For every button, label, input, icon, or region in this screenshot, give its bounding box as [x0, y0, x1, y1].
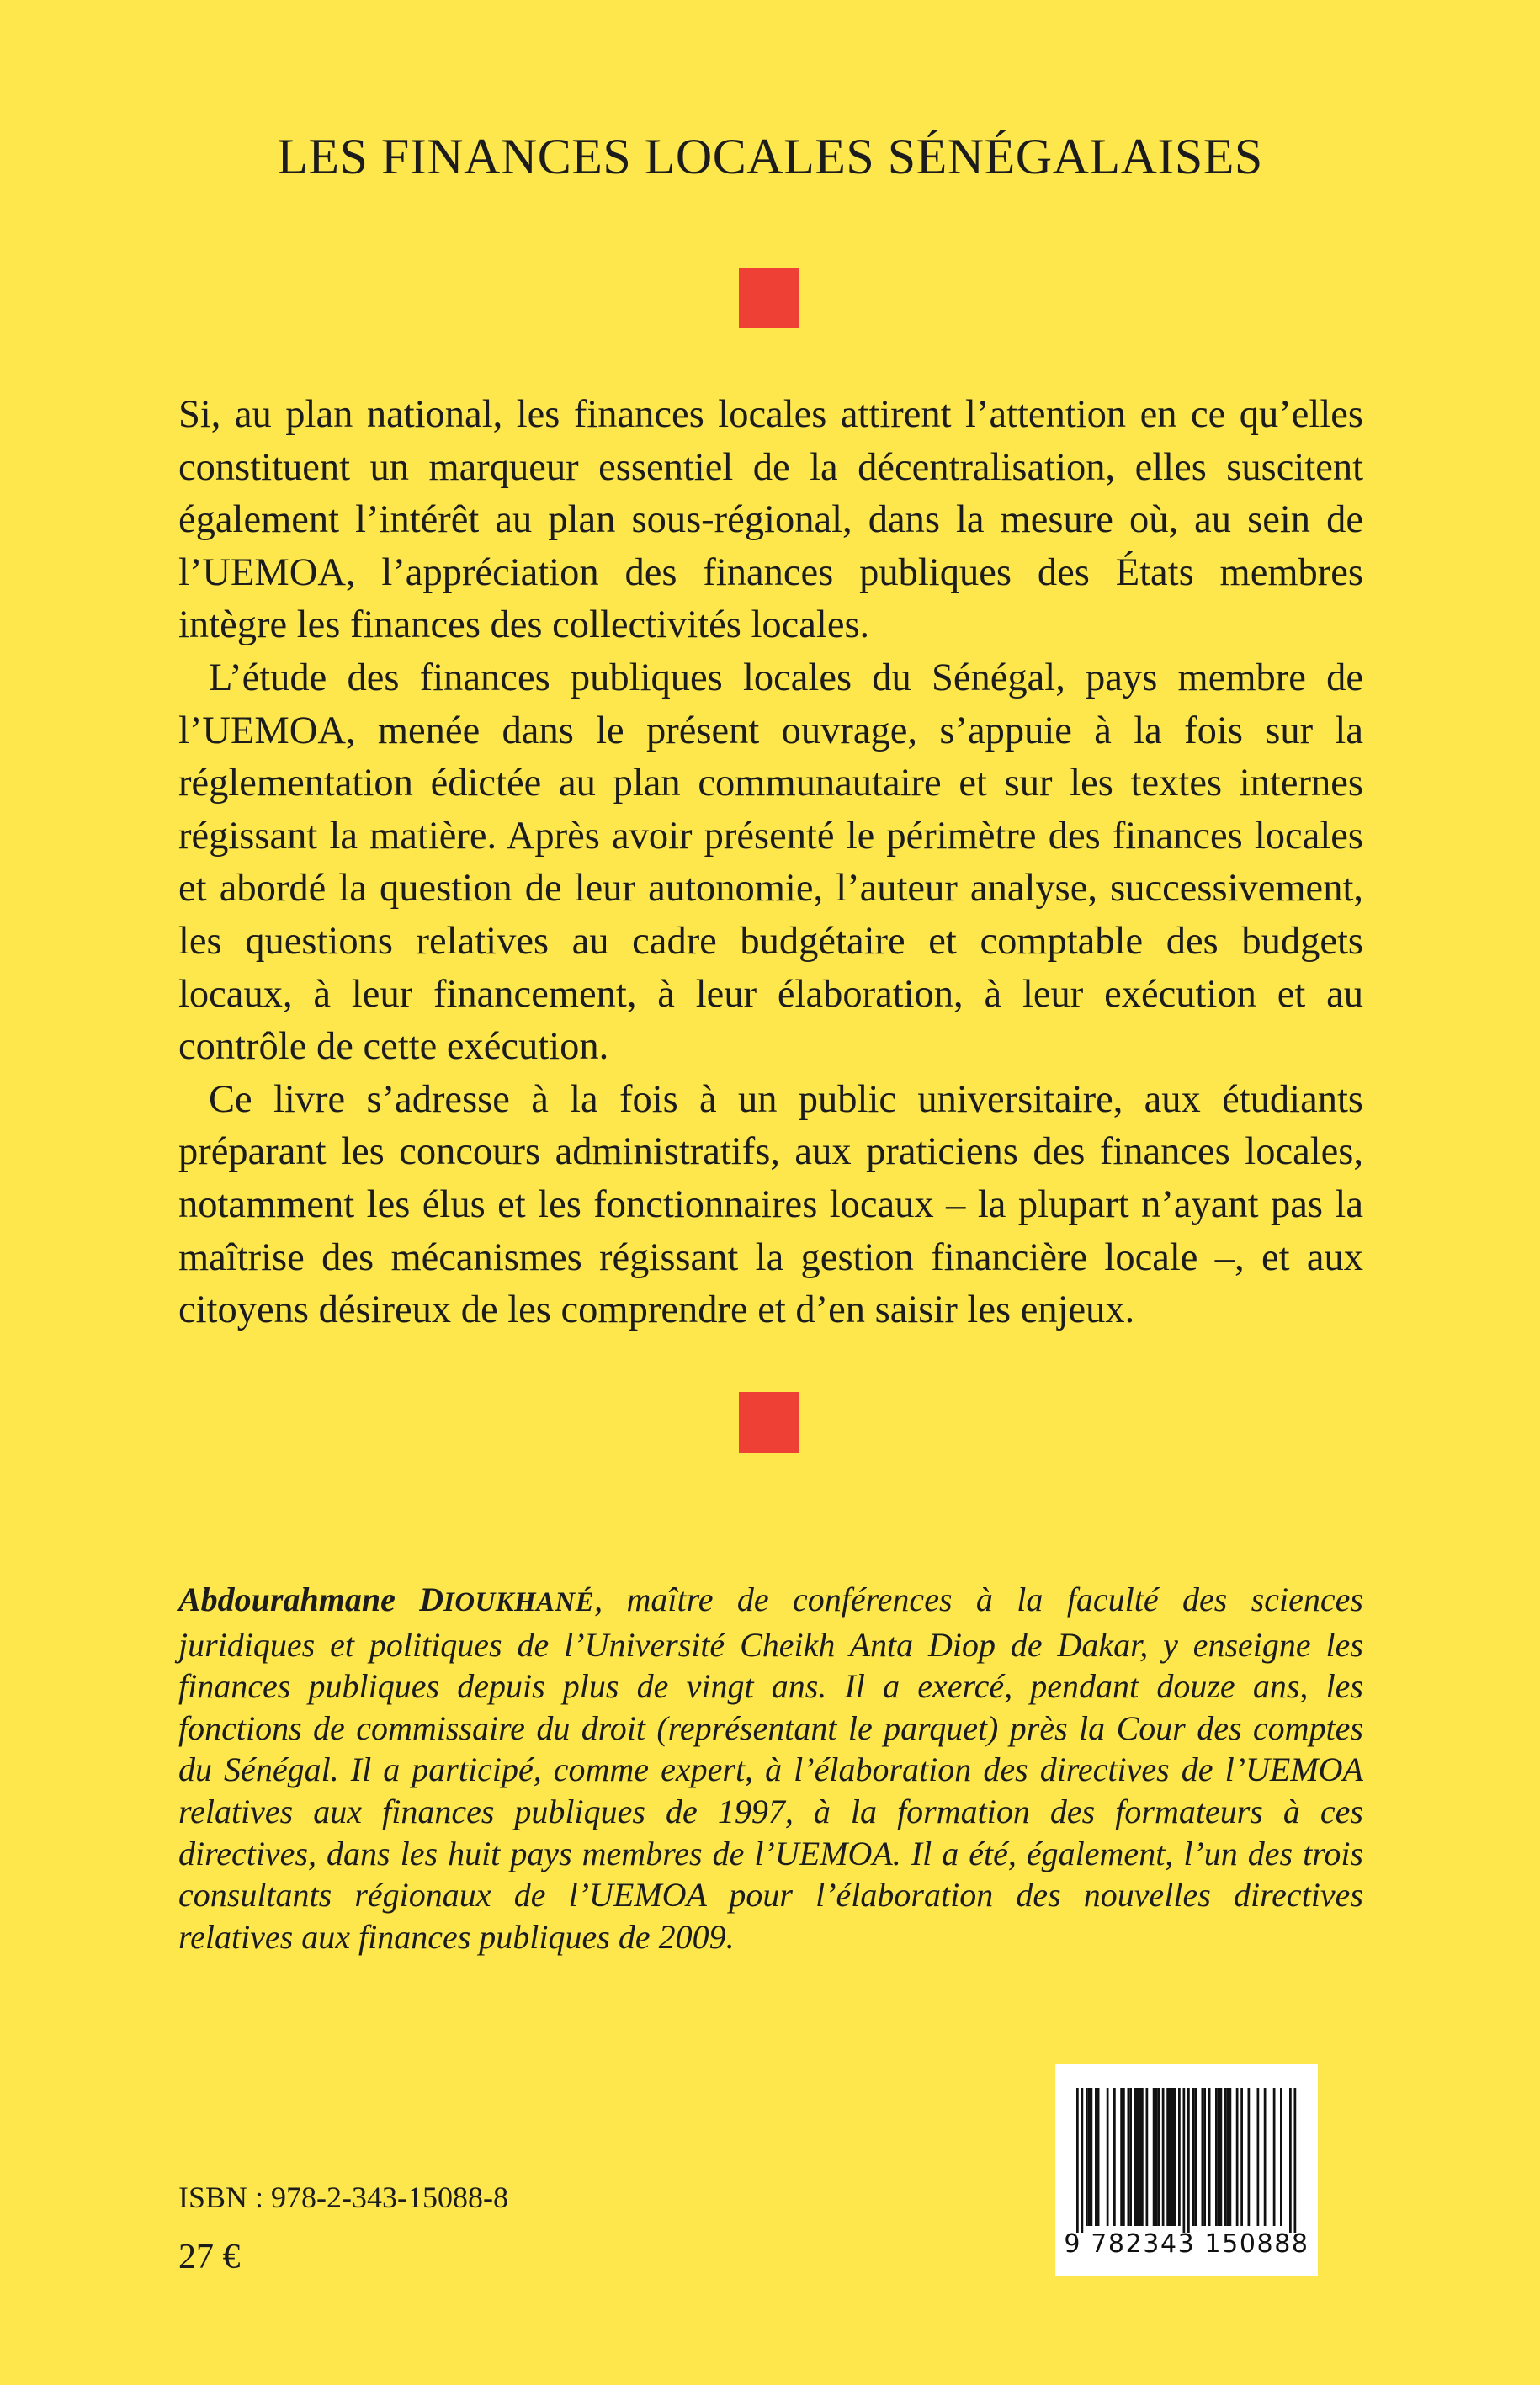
barcode-bar: [1153, 2088, 1155, 2226]
barcode-bar: [1129, 2088, 1132, 2226]
barcode-bar: [1218, 2088, 1220, 2226]
barcode-bar: [1120, 2088, 1123, 2226]
barcode-bar: [1192, 2088, 1195, 2226]
barcode-bar: [1178, 2088, 1181, 2226]
barcode-bar: [1097, 2088, 1100, 2226]
red-square-ornament-top: [739, 268, 799, 328]
barcode-bar: [1091, 2088, 1093, 2226]
price-label: 27 €: [178, 2238, 241, 2276]
barcode-bar: [1183, 2088, 1186, 2233]
barcode-bar: [1227, 2088, 1229, 2226]
barcode-bar: [1294, 2088, 1297, 2233]
barcode-bar: [1289, 2088, 1292, 2233]
barcode-bar: [1137, 2088, 1139, 2226]
author-last-initial: D: [419, 1580, 444, 1618]
barcode-digits: 9 782343 150888: [1064, 2229, 1309, 2259]
barcode-bar: [1123, 2088, 1125, 2226]
author-bio: [178, 1579, 1363, 1957]
barcode-bar: [1166, 2088, 1169, 2226]
summary-paragraph: Ce livre s’adresse à la fois à un public universitaire, aux étudiants préparant les concours administratifs, aux praticiens des finances locales, notamment les élus et les fonctionnaires locaux – la plupart n’ayant pas la maîtrise des mécanismes régissant la gestion financière locale –, et aux citoyens désireux de les comprendre et d’en saisir les enjeux.: [178, 1077, 1363, 1332]
barcode-bar: [1162, 2088, 1165, 2226]
barcode-bar: [1257, 2088, 1260, 2226]
barcode-bar: [1141, 2088, 1144, 2226]
barcode-bar: [1095, 2088, 1097, 2226]
author-bio-text: , maître de conférences à la faculté des sciences juridiques et politiques de l’Université Cheikh Anta Diop de Dakar, y enseigne les finances publiques depuis plus de vingt ans. Il a exercé, pendant douze ans, les fonctions de commissaire du droit (représentant le parquet) près la Cour des comptes du Sénégal. Il a participé, comme expert, à l’élaboration des directives de l’UEMOA relatives aux finances publiques de 1997, à la formation des formateurs à ces directives, dans les huit pays membres de l’UEMOA. Il a été, également, l’un des trois consultants régionaux de l’UEMOA pour l’élaboration des nouvelles directives relatives aux finances publiques de 2009.: [178, 1580, 1363, 1956]
author-last-rest: IOUKHANÉ: [443, 1587, 595, 1617]
barcode-bar: [1248, 2088, 1251, 2226]
barcode-bar: [1215, 2088, 1218, 2226]
barcode-bar: [1169, 2088, 1171, 2226]
barcode-bar: [1208, 2088, 1211, 2226]
summary-paragraph: L’étude des finances publiques locales du Sénégal, pays membre de l’UEMOA, menée dans le présent ouvrage, s’appuie à la fois sur la réglementation édictée au plan communautaire et sur les textes internes régissant la matière. Après avoir présenté le périmètre des finances locales et abordé la question de leur autonomie, l’auteur analyse, successivement, les questions relatives au cadre budgétaire et comptable des budgets locaux, à leur financement, à leur élaboration, à leur exécution et au contrôle de cette exécution.: [178, 656, 1363, 1069]
barcode-bar: [1146, 2088, 1149, 2226]
barcode-bars: [1055, 2064, 1318, 2233]
barcode-bar: [1134, 2088, 1137, 2226]
barcode-bar: [1157, 2088, 1160, 2226]
barcode-bar: [1203, 2088, 1206, 2226]
barcode-bar: [1076, 2088, 1079, 2233]
summary-text: [178, 389, 1363, 1337]
barcode-bar: [1280, 2088, 1282, 2226]
barcode-bar: [1128, 2088, 1130, 2226]
red-square-ornament-bottom: [739, 1392, 799, 1453]
barcode-bar: [1086, 2088, 1088, 2226]
barcode-bar: [1107, 2088, 1109, 2226]
barcode-bar: [1088, 2088, 1091, 2226]
barcode-bar: [1229, 2088, 1232, 2226]
summary-paragraph: Si, au plan national, les finances locales attirent l’attention en ce qu’elles constituent un marqueur essentiel de la décentralisation, elles suscitent également l’intérêt au plan sous-régional, dans la mesure où, au sein de l’UEMOA, l’appréciation des finances publiques des États membres intègre les finances des collectivités locales.: [178, 393, 1363, 647]
barcode-bar: [1273, 2088, 1276, 2226]
barcode-bar: [1240, 2088, 1243, 2226]
barcode-bar: [1224, 2088, 1227, 2226]
barcode-bar: [1113, 2088, 1116, 2226]
barcode-bar: [1236, 2088, 1239, 2226]
barcode-bar: [1155, 2088, 1158, 2226]
author-name: [178, 1580, 594, 1618]
barcode-bar: [1194, 2088, 1197, 2226]
isbn-label: ISBN : 978-2-343-15088-8: [178, 2180, 508, 2214]
barcode-bar: [1081, 2088, 1084, 2233]
barcode-bar: [1202, 2088, 1204, 2226]
barcode-bar: [1264, 2088, 1267, 2226]
barcode-bar: [1171, 2088, 1174, 2226]
barcode-bar: [1139, 2088, 1141, 2226]
barcode-bar: [1220, 2088, 1223, 2226]
barcode: [1055, 2064, 1318, 2276]
book-title: LES FINANCES LOCALES SÉNÉGALAISES: [277, 129, 1263, 184]
author-first-name: Abdourahmane: [178, 1580, 396, 1618]
barcode-bar: [1174, 2088, 1176, 2226]
barcode-bar: [1187, 2088, 1190, 2233]
